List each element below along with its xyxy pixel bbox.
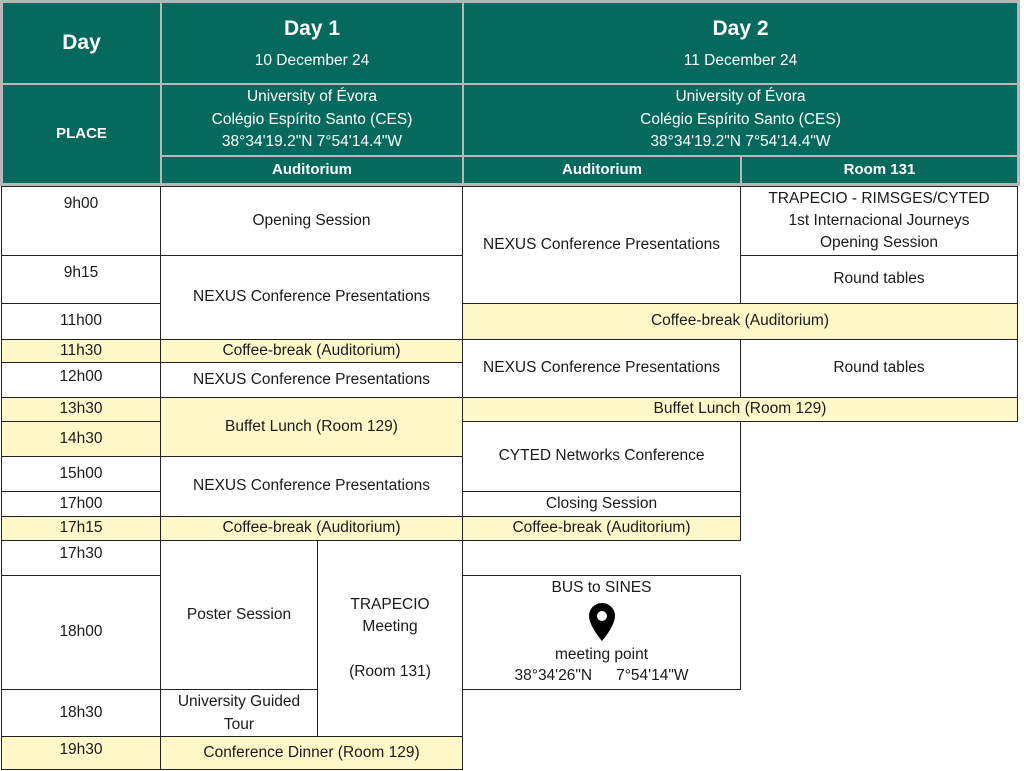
day1-trapecio-meeting <box>317 540 463 737</box>
time-label: 9h15 <box>63 264 99 281</box>
session-title: Opening Session <box>252 211 371 229</box>
session-title: NEXUS Conference Presentations <box>483 359 720 377</box>
day2-coffee-break <box>462 303 1018 340</box>
time-cell <box>1 491 161 517</box>
day2-place-cell <box>464 85 1017 155</box>
session-title: Coffee-break (Auditorium) <box>222 341 401 359</box>
session-title: Buffet Lunch (Room 129) <box>653 400 827 418</box>
meeting-point-label: meeting point <box>554 645 649 663</box>
time-cell <box>1 736 161 770</box>
time-cell <box>1 456 161 492</box>
time-label: 11h00 <box>60 312 102 329</box>
time-cell <box>1 689 161 737</box>
session-title: Buffet Lunch (Room 129) <box>225 417 398 435</box>
day2-title: Day 2 <box>712 16 769 40</box>
day2-room-auditorium <box>464 157 740 183</box>
time-label: 17h00 <box>59 494 103 512</box>
session-subtitle: Meeting <box>362 618 418 636</box>
day1-opening-session <box>160 186 463 256</box>
day1-nexus-presentations <box>160 255 463 340</box>
day2-date: 11 December 24 <box>683 51 798 69</box>
time-cell <box>1 303 161 340</box>
day1-place-college: Colégio Espírito Santo (CES) <box>211 110 413 128</box>
time-cell <box>1 516 161 541</box>
session-title: NEXUS Conference Presentations <box>483 235 720 253</box>
time-label: 19h30 <box>59 741 103 758</box>
session-title: Closing Session <box>545 494 658 512</box>
day1-place-university: University of Évora <box>246 88 378 106</box>
time-cell <box>1 397 161 422</box>
day2-header-cell <box>464 3 1017 83</box>
time-label: 17h15 <box>59 519 103 537</box>
day2-cyted-conference <box>462 421 741 492</box>
time-label: 17h30 <box>59 545 103 562</box>
day2-nexus-presentations <box>462 339 741 398</box>
room-label: Auditorium <box>562 161 642 179</box>
time-label: 18h00 <box>59 623 103 641</box>
day-header-cell <box>3 3 160 83</box>
session-title: NEXUS Conference Presentations <box>193 370 430 388</box>
time-cell <box>1 575 161 690</box>
day1-place-cell <box>162 85 462 155</box>
day1-coffee-break <box>160 339 463 363</box>
day1-title: Day 1 <box>283 16 341 40</box>
session-title: NEXUS Conference Presentations <box>193 477 430 495</box>
session-title: Poster Session <box>186 605 292 623</box>
time-label: 18h30 <box>59 703 103 721</box>
day1-nexus-presentations <box>160 362 463 398</box>
day1-university-tour <box>160 689 318 737</box>
time-label: 11h30 <box>60 341 102 359</box>
session-title: Round tables <box>833 270 925 288</box>
session-title: CYTED Networks Conference <box>498 447 705 465</box>
day-label: Day <box>62 30 101 54</box>
meeting-point-coordinates <box>515 666 689 687</box>
session-title: University Guided <box>177 692 301 710</box>
day1-coffee-break <box>160 516 463 541</box>
coordinate-west: 7°54'14"W <box>616 666 689 684</box>
time-label: 9h00 <box>63 195 99 212</box>
time-cell <box>1 339 161 363</box>
room-label: Auditorium <box>272 161 352 179</box>
day2-coffee-break <box>462 516 741 541</box>
room-label: Room 131 <box>843 161 916 179</box>
day1-nexus-presentations <box>160 456 463 517</box>
session-subtitle: 1st Internacional Journeys <box>788 212 970 230</box>
day2-buffet-lunch <box>462 397 1018 422</box>
day2-trapecio-opening <box>740 186 1018 256</box>
day2-room-131 <box>742 157 1017 183</box>
session-title: Round tables <box>833 359 925 377</box>
map-pin-icon <box>588 602 616 642</box>
place-header-cell <box>3 85 160 183</box>
session-title: Conference Dinner (Room 129) <box>203 743 420 761</box>
time-cell <box>1 255 161 304</box>
day1-header-cell <box>162 3 462 83</box>
session-title: NEXUS Conference Presentations <box>193 288 430 306</box>
session-title: TRAPECIO - RIMSGES/CYTED <box>768 190 990 208</box>
day1-room-auditorium <box>162 157 462 183</box>
time-cell <box>1 186 161 256</box>
session-title: Coffee-break (Auditorium) <box>650 312 830 330</box>
day2-nexus-presentations <box>462 186 741 304</box>
session-title: BUS to SINES <box>551 579 652 596</box>
day2-round-tables <box>740 339 1018 398</box>
day1-conference-dinner <box>160 736 463 770</box>
session-title: Tour <box>223 716 255 733</box>
day1-place-coordinates: 38°34'19.2"N 7°54'14.4"W <box>221 133 403 151</box>
day1-poster-session <box>160 540 318 690</box>
day2-place-college: Colégio Espírito Santo (CES) <box>640 110 841 128</box>
day1-buffet-lunch <box>160 397 463 457</box>
time-label: 12h00 <box>59 368 103 385</box>
day2-place-coordinates: 38°34'19.2"N 7°54'14.4"W <box>650 133 831 151</box>
time-cell <box>1 421 161 457</box>
time-label: 14h30 <box>59 429 103 447</box>
place-label: PLACE <box>56 125 107 143</box>
day2-bus-to-sines <box>462 575 741 690</box>
session-title: Coffee-break (Auditorium) <box>222 519 401 537</box>
session-room: (Room 131) <box>349 662 431 680</box>
time-label: 13h30 <box>59 400 103 418</box>
day2-place-university: University of Évora <box>675 88 806 106</box>
day1-date: 10 December 24 <box>254 51 370 69</box>
session-title: Coffee-break (Auditorium) <box>512 519 691 537</box>
time-cell <box>1 362 161 398</box>
time-cell <box>1 540 161 576</box>
session-subtitle: Opening Session <box>819 233 939 251</box>
session-title: TRAPECIO <box>350 595 430 613</box>
day2-closing-session <box>462 491 741 517</box>
coordinate-north: 38°34'26"N <box>514 666 593 684</box>
day2-round-tables <box>740 255 1018 304</box>
time-label: 15h00 <box>59 464 103 482</box>
